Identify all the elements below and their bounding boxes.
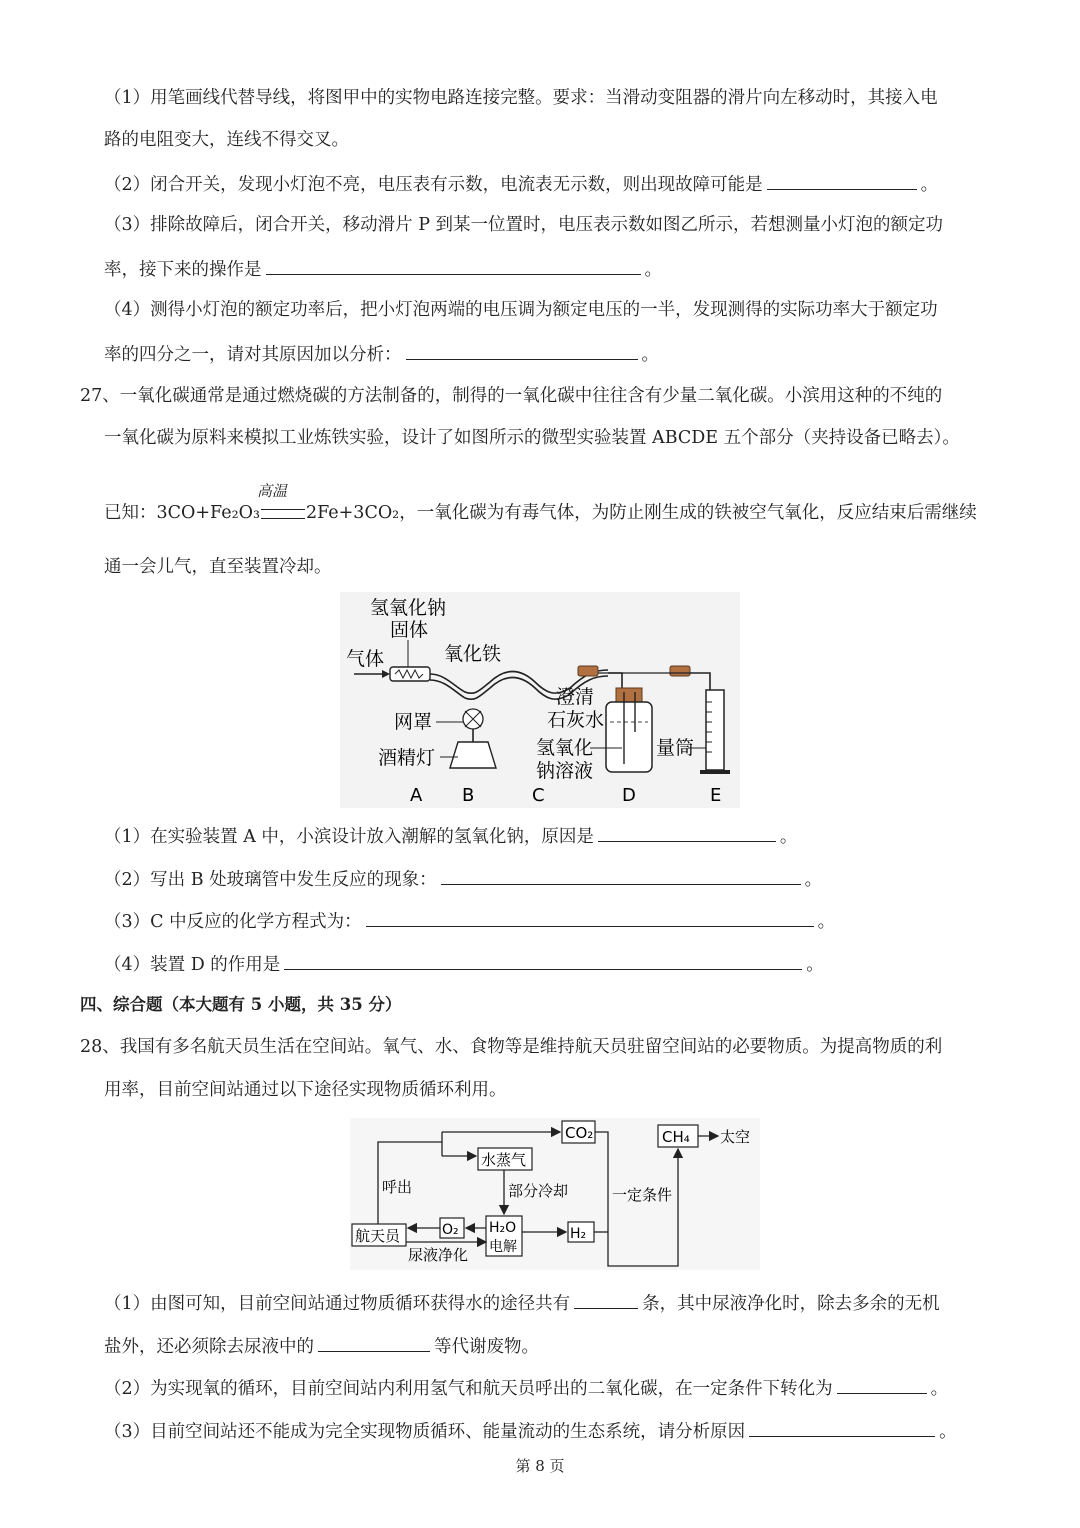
label-naoh-sol-2: 钠溶液 xyxy=(536,760,594,782)
label-naoh-sol-1: 氢氧化 xyxy=(536,737,594,759)
exhale-label: 呼出 xyxy=(382,1178,413,1196)
gas-bottle xyxy=(606,702,652,772)
reaction-equals-sign xyxy=(261,509,305,519)
answer-blank[interactable] xyxy=(266,256,641,275)
label-gauze: 网罩 xyxy=(394,711,433,733)
label-A: A xyxy=(410,785,423,806)
q27-sub2: （2）写出 B 处玻璃管中发生反应的现象： 。 xyxy=(104,866,822,892)
answer-blank[interactable] xyxy=(574,1290,638,1309)
q26-part4-line2: 率的四分之一，请对其原因加以分析： 。 xyxy=(104,341,659,367)
connector-2 xyxy=(670,666,690,676)
answer-blank[interactable] xyxy=(318,1333,430,1352)
label-gas: 气体 xyxy=(346,648,385,670)
q26-part2: （2）闭合开关，发现小灯泡不亮，电压表有示数，电流表无示数，则出现故障可能是 。 xyxy=(104,171,938,197)
answer-blank[interactable] xyxy=(441,866,801,885)
q27-known-line2: 通一会儿气，直至装置冷却。 xyxy=(104,557,332,577)
answer-blank[interactable] xyxy=(366,908,814,927)
space-label: 太空 xyxy=(720,1128,751,1146)
answer-blank[interactable] xyxy=(767,171,917,190)
q26-part3-line1: （3）排除故障后，闭合开关，移动滑片 P 到某一位置时，电压表示数如图乙所示，若想测量小灯泡的额定功 xyxy=(104,215,944,235)
q26-part1-line1: （1）用笔画线代替导线，将图甲中的实物电路连接完整。要求：当滑动变阻器的滑片向左移动时，其接入电 xyxy=(104,88,938,108)
q27-sub1: （1）在实验装置 A 中，小滨设计放入潮解的氢氧化钠，原因是 。 xyxy=(104,823,797,849)
answer-blank[interactable] xyxy=(406,341,638,360)
label-C: C xyxy=(532,785,545,806)
q27-intro-line2: 一氧化碳为原料来模拟工业炼铁实验，设计了如图所示的微型实验装置 ABCDE 五个部分（夹持设备已略去）。 xyxy=(104,428,960,448)
label-cylinder: 量筒 xyxy=(656,737,695,759)
condition-label: 一定条件 xyxy=(612,1186,673,1204)
bottle-stopper xyxy=(616,688,642,702)
drying-tube-a xyxy=(390,667,430,681)
q28-sub1-line2: 盐外，还必须除去尿液中的 等代谢废物。 xyxy=(104,1333,539,1359)
section-header: 四、综合题（本大题有 5 小题，共 35 分） xyxy=(80,995,402,1014)
cycle-diagram xyxy=(350,1118,760,1270)
h2o-label: H₂O xyxy=(489,1220,517,1236)
answer-blank[interactable] xyxy=(284,951,802,970)
connector-1 xyxy=(578,666,598,676)
q27-sub3: （3）C 中反应的化学方程式为： 。 xyxy=(104,908,835,934)
label-B: B xyxy=(462,785,475,806)
label-E: E xyxy=(710,785,722,806)
q26-part1-line2: 路的电阻变大，连线不得交叉。 xyxy=(104,130,349,150)
vapor-label: 水蒸气 xyxy=(481,1151,527,1169)
o2-label: O₂ xyxy=(442,1222,459,1238)
apparatus-figure xyxy=(340,592,740,808)
q27-known-line1: 已知：3CO+Fe₂O₃ 2Fe+3CO₂，一氧化碳为有毒气体，为防止刚生成的铁被空气氧化，反应结束后需继续 xyxy=(104,503,977,523)
q28-sub1-line1: （1）由图可知，目前空间站通过物质循环获得水的途径共有 条，其中尿液净化时，除去多余的无机 xyxy=(104,1290,940,1316)
q27-sub4: （4）装置 D 的作用是 。 xyxy=(104,951,824,977)
electrolysis-label: 电解 xyxy=(489,1239,517,1255)
answer-blank[interactable] xyxy=(598,823,776,842)
label-limewater-1: 澄清 xyxy=(556,686,595,708)
q26-part4-line1: （4）测得小灯泡的额定功率后，把小灯泡两端的电压调为额定电压的一半，发现测得的实际功率大于额定功 xyxy=(104,300,938,320)
q27-intro-line1: 27、一氧化碳通常是通过燃烧碳的方法制备的，制得的一氧化碳中往往含有少量二氧化碳。小滨用这种的不纯的 xyxy=(80,386,943,406)
urine-label: 尿液净化 xyxy=(408,1246,469,1264)
q28-sub3: （3）目前空间站还不能成为完全实现物质循环、能量流动的生态系统，请分析原因 。 xyxy=(104,1418,957,1444)
label-naoh-solid-1: 氢氧化钠 xyxy=(370,597,447,619)
label-iron-oxide: 氧化铁 xyxy=(444,643,502,665)
partial-cool-label: 部分冷却 xyxy=(508,1182,569,1200)
page-number: 第 8 页 xyxy=(515,1457,565,1475)
answer-blank[interactable] xyxy=(749,1418,935,1437)
q28-sub2: （2）为实现氧的循环，目前空间站内利用氢气和航天员呼出的二氧化碳，在一定条件下转化为 。 xyxy=(104,1375,948,1401)
alcohol-lamp xyxy=(450,742,496,768)
answer-blank[interactable] xyxy=(837,1375,927,1394)
h2-label: H₂ xyxy=(570,1226,587,1242)
label-naoh-solid-2: 固体 xyxy=(390,619,429,641)
ch4-label: CH₄ xyxy=(662,1128,690,1146)
q28-intro-line1: 28、我国有多名航天员生活在空间站。氧气、水、食物等是维持航天员驻留空间站的必要物质。为提高物质的利 xyxy=(80,1037,943,1057)
q26-part3-line2: 率，接下来的操作是 。 xyxy=(104,256,662,282)
reaction-condition: 高温 xyxy=(257,482,288,500)
label-D: D xyxy=(622,785,636,806)
label-lamp: 酒精灯 xyxy=(378,747,436,769)
astronaut-label: 航天员 xyxy=(355,1227,401,1245)
q28-intro-line2: 用率，目前空间站通过以下途径实现物质循环利用。 xyxy=(104,1080,507,1100)
co2-label: CO₂ xyxy=(565,1124,594,1142)
label-limewater-2: 石灰水 xyxy=(547,709,605,731)
